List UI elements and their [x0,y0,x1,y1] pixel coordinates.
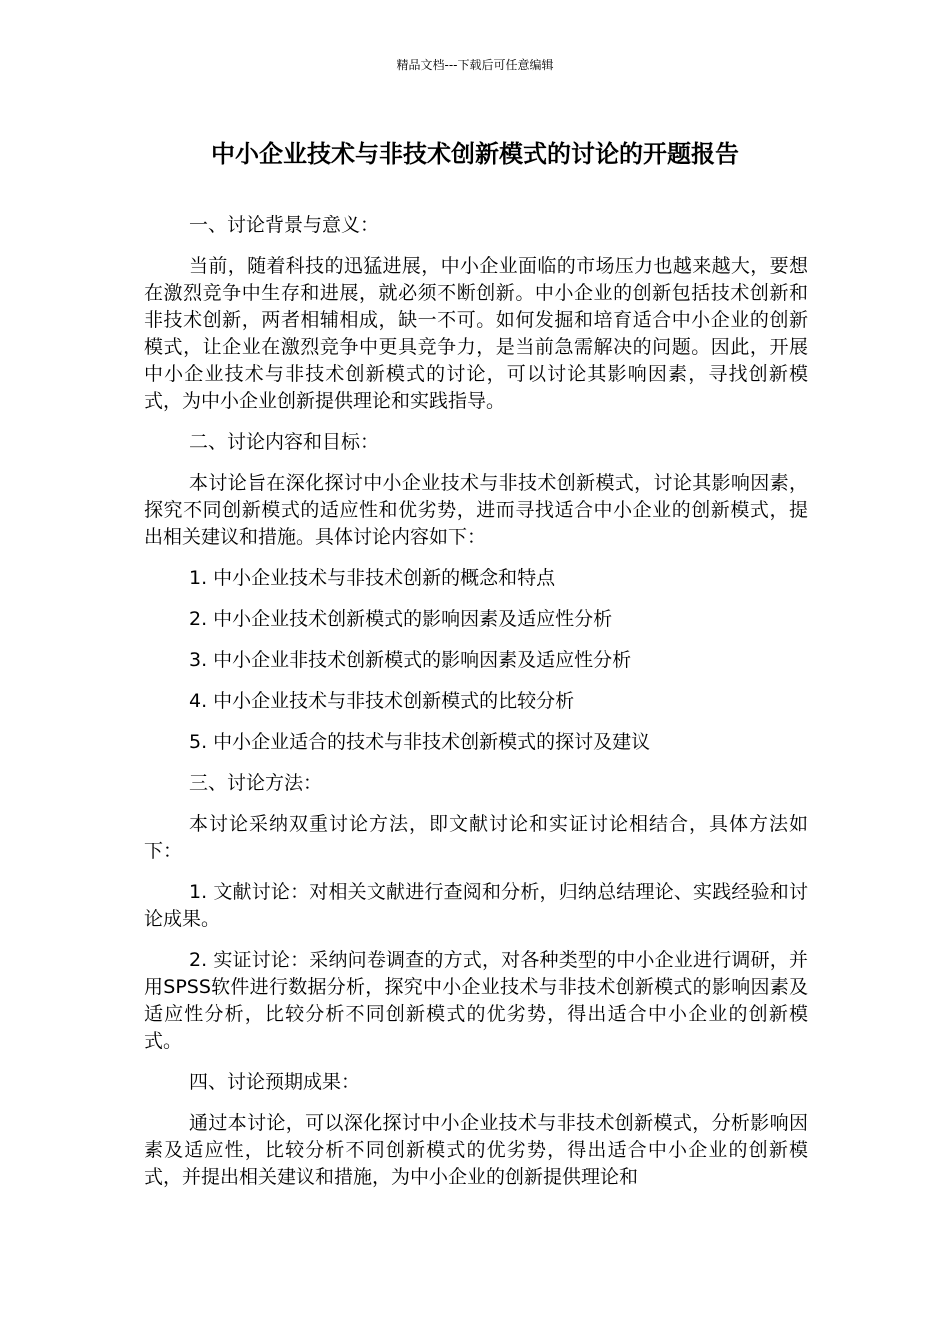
paragraph-expected-results: 通过本讨论，可以深化探讨中小企业技术与非技术创新模式，分析影响因素及适应性，比较分析不同创新模式的优劣势，得出适合中小企业的创新模式，并提出相关建议和措施，为中小企业的创新提供理论和 [144,1112,808,1188]
list-item: 3. 中小企业非技术创新模式的影响因素及适应性分析 [189,649,632,671]
paragraph-content-goals: 本讨论旨在深化探讨中小企业技术与非技术创新模式，讨论其影响因素，探究不同创新模式的适应性和优劣势，进而寻找适合中小企业的创新模式，提出相关建议和措施。具体讨论内容如下： [144,472,808,548]
document-title: 中小企业技术与非技术创新模式的讨论的开题报告 [211,140,739,168]
list-item: 1. 中小企业技术与非技术创新的概念和特点 [189,567,556,589]
method-literature: 1. 文献讨论：对相关文献进行查阅和分析，归纳总结理论、实践经验和讨论成果。 [144,881,808,930]
header-note: 精品文档---下载后可任意编辑 [396,58,554,72]
method-empirical: 2. 实证讨论：采纳问卷调查的方式，对各种类型的中小企业进行调研，并用SPSS软件进行数据分析，探究中小企业技术与非技术创新模式的影响因素及适应性分析，比较分析不同创新模式的优劣势，得出适合中小企业的创新模式。 [144,949,808,1052]
section-heading-methods: 三、讨论方法： [189,772,323,794]
section-heading-content-goals: 二、讨论内容和目标： [189,431,380,453]
section-heading-expected-results: 四、讨论预期成果： [189,1071,361,1093]
paragraph-methods: 本讨论采纳双重讨论方法，即文献讨论和实证讨论相结合，具体方法如下： [144,813,808,862]
list-item: 4. 中小企业技术与非技术创新模式的比较分析 [189,690,575,712]
document-body [144,212,808,1205]
section-heading-background: 一、讨论背景与意义： [189,214,380,236]
list-item: 5. 中小企业适合的技术与非技术创新模式的探讨及建议 [189,731,651,753]
paragraph-background: 当前，随着科技的迅猛进展，中小企业面临的市场压力也越来越大，要想在激烈竞争中生存和进展，就必须不断创新。中小企业的创新包括技术创新和非技术创新，两者相辅相成，缺一不可。如何发掘和培育适合中小企业的创新模式，让企业在激烈竞争中更具竞争力，是当前急需解决的问题。因此，开展中小企业技术与非技术创新模式的讨论，可以讨论其影响因素，寻找创新模式，为中小企业创新提供理论和实践指导。 [144,255,808,412]
list-item: 2. 中小企业技术创新模式的影响因素及适应性分析 [189,608,613,630]
